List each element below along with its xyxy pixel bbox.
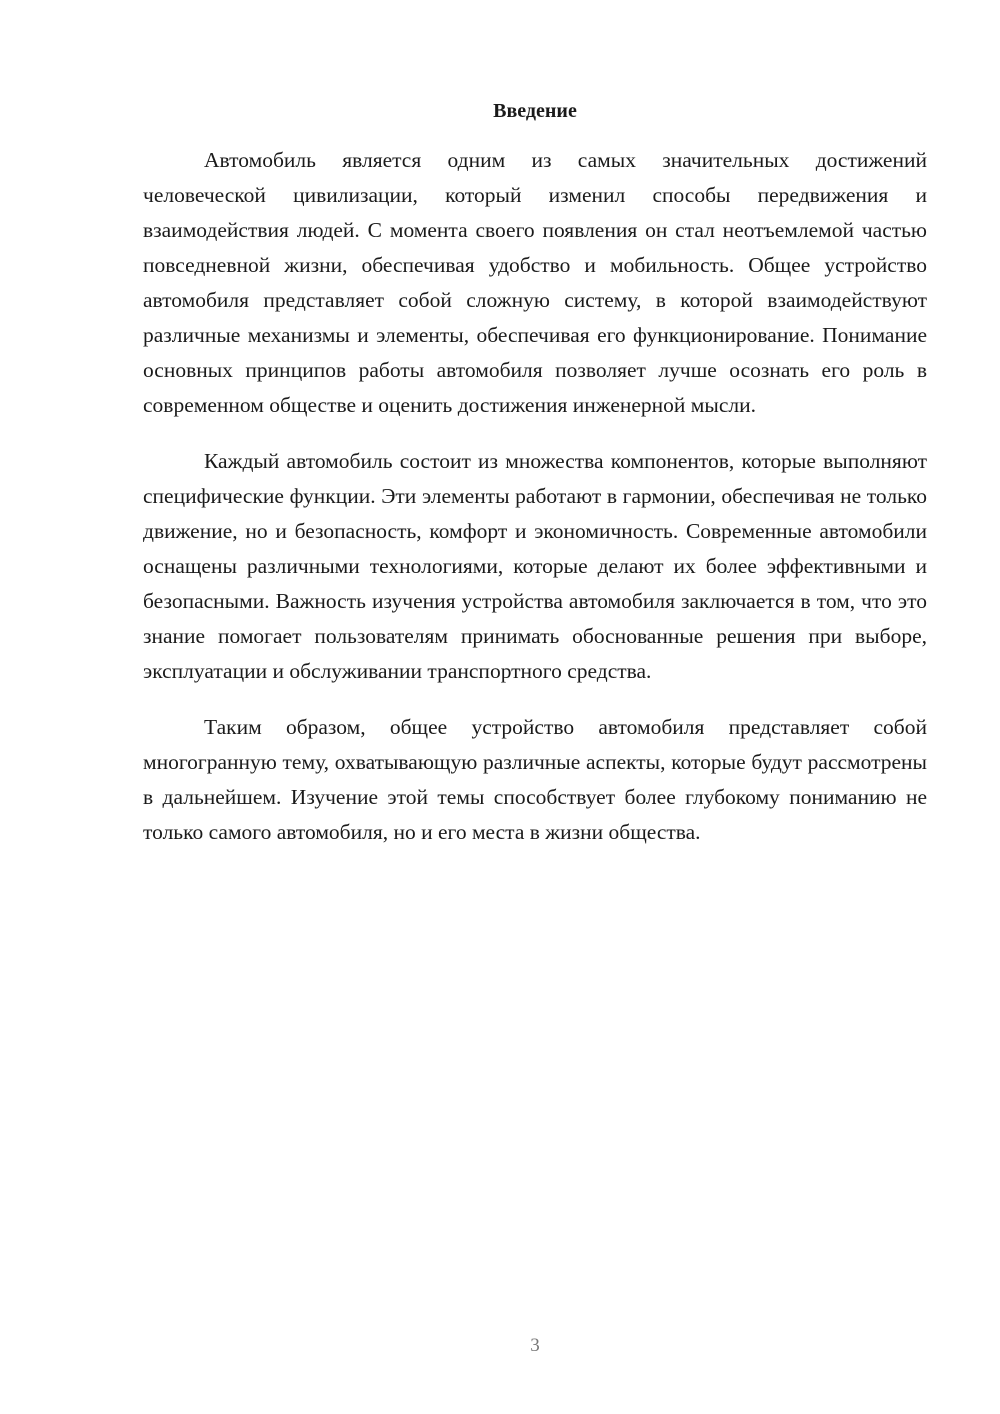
paragraph-1: Автомобиль является одним из самых значительных достижений человеческой цивилизации, который изменил способы передвижения и взаимодействия людей. С момента своего появления он стал неотъемлемой частью повседневной жизни, обеспечивая удобство и мобильность. Общее устройство автомобиля представляет собой сложную систему, в которой взаимодействуют различные механизмы и элементы, обеспечивая его функционирование. Понимание основных принципов работы автомобиля позволяет лучше осознать его роль в современном обществе и оценить достижения инженерной мысли.: [143, 148, 927, 417]
paragraph-2: Каждый автомобиль состоит из множества компонентов, которые выполняют специфические функции. Эти элементы работают в гармонии, обеспечивая не только движение, но и безопасность, комфорт и экономичность. Современные автомобили оснащены различными технологиями, которые делают их более эффективными и безопасными. Важность изучения устройства автомобиля заключается в том, что это знание помогает пользователям принимать обоснованные решения при выборе, эксплуатации и обслуживании транспортного средства.: [143, 449, 927, 683]
page-number: 3: [530, 1335, 540, 1356]
body-text: [143, 143, 927, 871]
paragraph-3: Таким образом, общее устройство автомобиля представляет собой многогранную тему, охватывающую различные аспекты, которые будут рассмотрены в дальнейшем. Изучение этой темы способствует более глубокому пониманию не только самого автомобиля, но и его места в жизни общества.: [143, 715, 927, 844]
section-heading: Введение: [493, 100, 577, 122]
